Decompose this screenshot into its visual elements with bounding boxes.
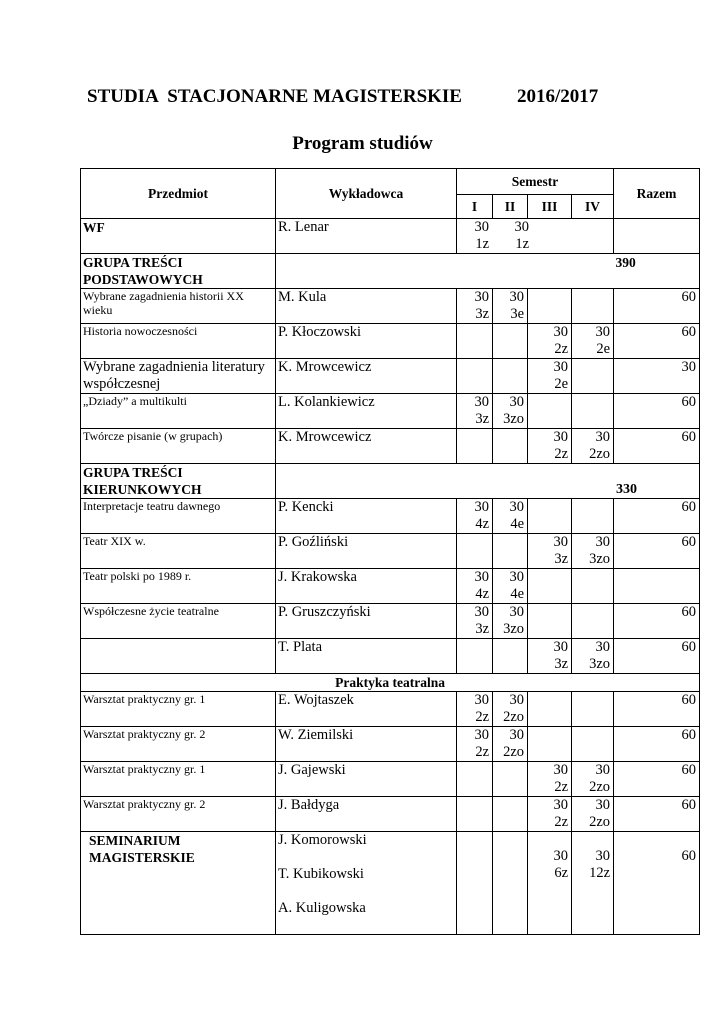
title-text: STUDIA STACJONARNE MAGISTERSKIE <box>87 86 462 107</box>
subject-cell: Warsztat praktyczny gr. 1 <box>81 692 276 727</box>
sem-4-cell <box>572 569 614 604</box>
table-row <box>81 394 700 429</box>
header-subject: Przedmiot <box>81 169 276 219</box>
table-row <box>81 639 700 674</box>
lecturer-cell: J. Bałdyga <box>276 797 457 832</box>
semester-values <box>457 219 614 254</box>
sem-4-cell: 30 12z <box>572 832 614 935</box>
subject-cell: Teatr polski po 1989 r. <box>81 569 276 604</box>
table-row <box>81 692 700 727</box>
total-cell: 60 <box>614 394 700 429</box>
sem-2-cell <box>493 429 528 464</box>
sem-4-cell: 30 3zo <box>572 534 614 569</box>
sem-2-cell: 30 4e <box>493 569 528 604</box>
lecturer-cell: R. Lenar <box>276 219 457 254</box>
subject-cell: WF <box>81 219 276 254</box>
sem-2-cell <box>493 797 528 832</box>
subject-cell: Historia nowoczesności <box>81 324 276 359</box>
lecturer-cell: P. Goźliński <box>276 534 457 569</box>
total-cell <box>614 219 700 254</box>
total-cell: 60 <box>614 797 700 832</box>
total-cell: 60 <box>614 534 700 569</box>
sem-3-cell <box>528 692 572 727</box>
lecturer-cell: L. Kolankiewicz <box>276 394 457 429</box>
subject-cell: Warsztat praktyczny gr. 2 <box>81 797 276 832</box>
group-label: Praktyka teatralna <box>81 674 700 692</box>
sem-2-cell: 30 3zo <box>493 394 528 429</box>
lecturer-cell: P. Gruszczyński <box>276 604 457 639</box>
lecturer-cell: K. Mrowcewicz <box>276 359 457 394</box>
table-row <box>81 359 700 394</box>
lecturer-name: J. Komorowski <box>278 832 367 848</box>
sem-4-cell <box>572 499 614 534</box>
subject-cell <box>81 639 276 674</box>
sem-1-cell: 30 4z <box>457 499 493 534</box>
sem-1-cell: 30 2z <box>457 727 493 762</box>
sem-1-cell: 30 3z <box>457 604 493 639</box>
table-row <box>81 569 700 604</box>
sem-3-cell <box>528 289 572 324</box>
sem-4-cell <box>572 289 614 324</box>
header-lecturer: Wykładowca <box>276 169 457 219</box>
sem-4-cell: 30 2e <box>572 324 614 359</box>
lecturer-cell: P. Kłoczowski <box>276 324 457 359</box>
sem-2-cell: 30 3e <box>493 289 528 324</box>
sem-2-cell <box>493 359 528 394</box>
sem-3-cell <box>528 727 572 762</box>
total-cell: 60 <box>614 499 700 534</box>
sem-4-cell <box>572 604 614 639</box>
sem-2-cell <box>493 639 528 674</box>
header-sem-1: I <box>457 195 493 219</box>
sem-1-cell <box>457 832 493 935</box>
total-cell: 60 <box>614 604 700 639</box>
group-label: GRUPA TREŚCI PODSTAWOWYCH <box>81 254 276 289</box>
lecturer-cell: K. Mrowcewicz <box>276 429 457 464</box>
lecturer-name: A. Kuligowska <box>278 900 366 916</box>
sem-3-cell: 30 6z <box>528 832 572 935</box>
subject-cell: Twórcze pisanie (w grupach) <box>81 429 276 464</box>
total-cell: 60 <box>614 639 700 674</box>
sem-2-cell <box>493 832 528 935</box>
lecturer-cell: P. Kencki <box>276 499 457 534</box>
sem-3-cell <box>528 499 572 534</box>
subject-cell: Współczesne życie teatralne <box>81 604 276 639</box>
sem-3-cell <box>528 604 572 639</box>
sem-2-cell: 30 3zo <box>493 604 528 639</box>
header-sem-2: II <box>493 195 528 219</box>
table-row <box>81 797 700 832</box>
sem-3-cell: 30 3z <box>528 534 572 569</box>
lecturer-cell: T. Plata <box>276 639 457 674</box>
group-row <box>81 464 700 499</box>
table-row <box>81 324 700 359</box>
lecturer-cell: W. Ziemilski <box>276 727 457 762</box>
total-cell: 60 <box>614 727 700 762</box>
group-label: GRUPA TREŚCI KIERUNKOWYCH <box>81 464 276 499</box>
sem-1-cell <box>457 429 493 464</box>
academic-year: 2016/2017 <box>517 86 599 107</box>
sem-1-cell: 30 3z <box>457 394 493 429</box>
sem-2-cell: 30 4e <box>493 499 528 534</box>
total-cell: 60 <box>614 692 700 727</box>
lecturer-cell <box>276 832 457 935</box>
page-subtitle: Program studiów <box>292 133 433 154</box>
sem-1-cell: 30 3z <box>457 289 493 324</box>
table-row <box>81 832 700 935</box>
table-row <box>81 499 700 534</box>
sem-4-cell: 30 2zo <box>572 429 614 464</box>
sem-3-cell: 30 2z <box>528 324 572 359</box>
subject-cell: Wybrane zagadnienia historii XX wieku <box>81 289 276 324</box>
total-cell: 60 <box>614 324 700 359</box>
sem-3-cell <box>528 394 572 429</box>
subject-cell: Interpretacje teatru dawnego <box>81 499 276 534</box>
group-row <box>81 674 700 692</box>
total-cell: 60 <box>614 429 700 464</box>
sem-1-cell <box>457 324 493 359</box>
total-cell: 30 <box>614 359 700 394</box>
table-row <box>81 604 700 639</box>
sem-1-cell <box>457 534 493 569</box>
header-sem-4: IV <box>572 195 614 219</box>
sem-2-cell <box>493 324 528 359</box>
sem-3-cell: 30 2e <box>528 359 572 394</box>
subject-cell: SEMINARIUM MAGISTERSKIE <box>81 832 276 935</box>
total-cell: 60 <box>614 832 700 935</box>
lecturer-name: T. Kubikowski <box>278 866 364 882</box>
table-row <box>81 534 700 569</box>
total-cell: 60 <box>614 762 700 797</box>
header-sem-3: III <box>528 195 572 219</box>
table-row <box>81 219 700 254</box>
program-table <box>80 168 700 935</box>
sem-3-cell: 30 2z <box>528 762 572 797</box>
sem-3-cell: 30 2z <box>528 797 572 832</box>
subject-cell: Warsztat praktyczny gr. 2 <box>81 727 276 762</box>
subject-cell: Warsztat praktyczny gr. 1 <box>81 762 276 797</box>
sem-3-cell: 30 2z <box>528 429 572 464</box>
total-cell: 60 <box>614 289 700 324</box>
sem-1-cell <box>457 639 493 674</box>
header-semester: Semestr <box>457 169 614 195</box>
sem-4-cell: 30 3zo <box>572 639 614 674</box>
sem-4-cell: 30 2zo <box>572 797 614 832</box>
sem-1-cell <box>457 762 493 797</box>
lecturer-cell: J. Krakowska <box>276 569 457 604</box>
sem-1-cell: 30 4z <box>457 569 493 604</box>
sem-3-cell: 30 3z <box>528 639 572 674</box>
sem-2-cell: 30 2zo <box>493 692 528 727</box>
sem-2-cell: 30 1z <box>514 219 529 252</box>
lecturer-cell: J. Gajewski <box>276 762 457 797</box>
header-total: Razem <box>614 169 700 219</box>
sem-4-cell <box>572 359 614 394</box>
lecturer-cell: E. Wojtaszek <box>276 692 457 727</box>
group-row <box>81 254 700 289</box>
page-title <box>87 86 599 108</box>
table-row <box>81 429 700 464</box>
table-row <box>81 289 700 324</box>
table-row <box>81 727 700 762</box>
subject-cell: „Dziady” a multikulti <box>81 394 276 429</box>
sem-4-cell <box>572 692 614 727</box>
sem-1-cell <box>457 797 493 832</box>
sem-4-cell <box>572 727 614 762</box>
subject-cell: Teatr XIX w. <box>81 534 276 569</box>
group-total: 330 <box>616 482 638 497</box>
lecturer-cell: M. Kula <box>276 289 457 324</box>
sem-2-cell <box>493 762 528 797</box>
sem-4-cell <box>572 394 614 429</box>
total-cell <box>614 569 700 604</box>
table-row <box>81 762 700 797</box>
sem-1-cell: 30 2z <box>457 692 493 727</box>
subject-cell: Wybrane zagadnienia literatury współczesnej <box>81 359 276 394</box>
sem-4-cell: 30 2zo <box>572 762 614 797</box>
sem-3-cell <box>528 569 572 604</box>
group-total: 390 <box>614 254 700 289</box>
sem-1-cell <box>457 359 493 394</box>
sem-2-cell: 30 2zo <box>493 727 528 762</box>
sem-2-cell <box>493 534 528 569</box>
sem-1-cell: 30 1z <box>474 219 489 252</box>
